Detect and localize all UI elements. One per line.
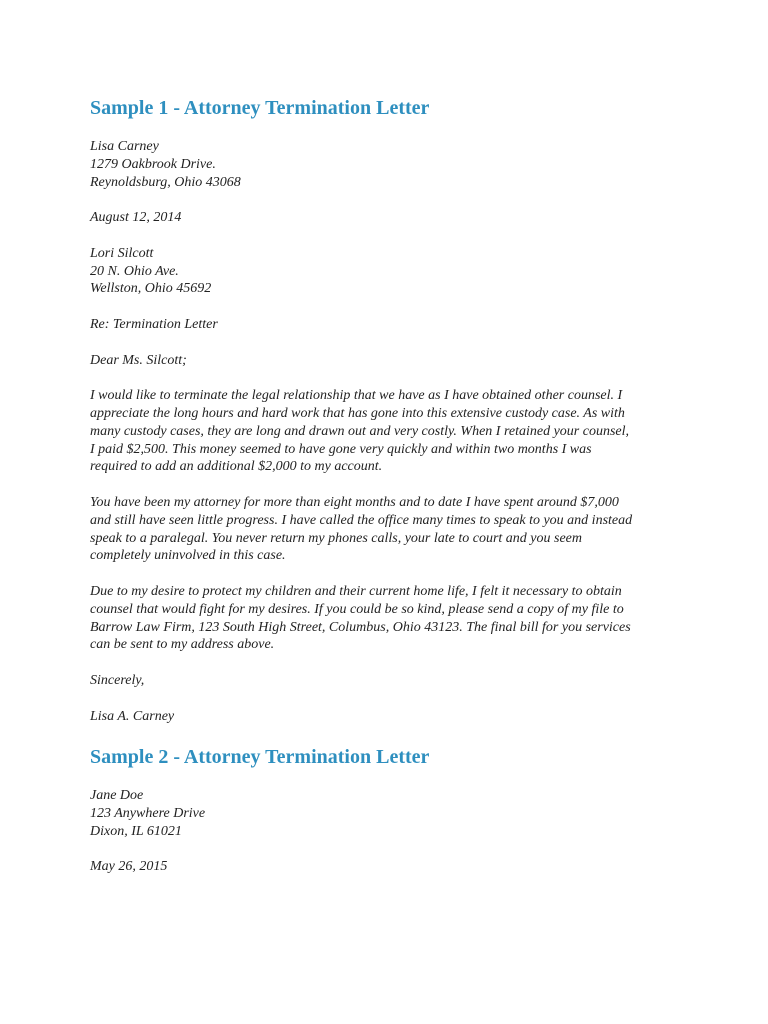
paragraph-line: appreciate the long hours and hard work that has gone into this extensive custody case. As with bbox=[90, 405, 625, 421]
signature bbox=[90, 708, 690, 726]
paragraph-line: can be sent to my address above. bbox=[90, 637, 275, 653]
paragraph-line: completely uninvolved in this case. bbox=[90, 548, 286, 564]
body-paragraph-2 bbox=[90, 494, 690, 565]
body-paragraph-3 bbox=[90, 583, 690, 654]
paragraph-line: I would like to terminate the legal relationship that we have as I have obtained other counsel. I bbox=[90, 388, 623, 404]
sender-street: 1279 Oakbrook Drive. bbox=[90, 156, 216, 172]
sender-address-2 bbox=[90, 787, 690, 840]
signature-text: Lisa A. Carney bbox=[90, 708, 175, 724]
subject-line bbox=[90, 316, 690, 334]
paragraph-line: speak to a paralegal. You never return my phones calls, your late to court and you seem bbox=[90, 530, 583, 546]
paragraph-line: many custody cases, they are long and drawn out and very costly. When I retained your counsel, bbox=[90, 423, 630, 439]
sample-2-heading: Sample 2 - Attorney Termination Letter bbox=[90, 746, 430, 769]
recipient-street: 20 N. Ohio Ave. bbox=[90, 263, 179, 279]
closing-text: Sincerely, bbox=[90, 672, 145, 688]
paragraph-line: Due to my desire to protect my children and their current home life, I felt it necessary to obtain bbox=[90, 583, 622, 599]
paragraph-line: and still have seen little progress. I have called the office many times to speak to you and instead bbox=[90, 512, 633, 528]
sender-street: 123 Anywhere Drive bbox=[90, 806, 206, 822]
date-text: May 26, 2015 bbox=[90, 859, 168, 875]
sender-address-1 bbox=[90, 138, 690, 191]
paragraph-line: You have been my attorney for more than eight months and to date I have spent around $7,000 bbox=[90, 494, 619, 510]
date-text: August 12, 2014 bbox=[90, 210, 182, 226]
recipient-name: Lori Silcott bbox=[90, 245, 154, 261]
paragraph-line: required to add an additional $2,000 to my account. bbox=[90, 459, 383, 475]
re-text: Re: Termination Letter bbox=[90, 316, 218, 332]
document-page bbox=[90, 96, 690, 894]
sender-name: Lisa Carney bbox=[90, 139, 159, 154]
letter-date-1 bbox=[90, 209, 690, 227]
body-paragraph-1 bbox=[90, 387, 690, 476]
letter-date-2 bbox=[90, 858, 690, 876]
salutation-text: Dear Ms. Silcott; bbox=[90, 352, 187, 368]
closing bbox=[90, 672, 690, 690]
recipient-address-1 bbox=[90, 245, 690, 298]
sender-name: Jane Doe bbox=[90, 788, 144, 804]
salutation bbox=[90, 352, 690, 370]
sender-city: Reynoldsburg, Ohio 43068 bbox=[90, 174, 241, 190]
sample-1-heading: Sample 1 - Attorney Termination Letter bbox=[90, 97, 430, 119]
recipient-city: Wellston, Ohio 45692 bbox=[90, 281, 212, 297]
sender-city: Dixon, IL 61021 bbox=[90, 823, 182, 839]
paragraph-line: counsel that would fight for my desires. If you could be so kind, please send a copy of my file to bbox=[90, 601, 624, 617]
paragraph-line: I paid $2,500. This money seemed to have gone very quickly and within two months I was bbox=[90, 441, 592, 457]
paragraph-line: Barrow Law Firm, 123 South High Street, Columbus, Ohio 43123. The final bill for you services bbox=[90, 619, 631, 635]
